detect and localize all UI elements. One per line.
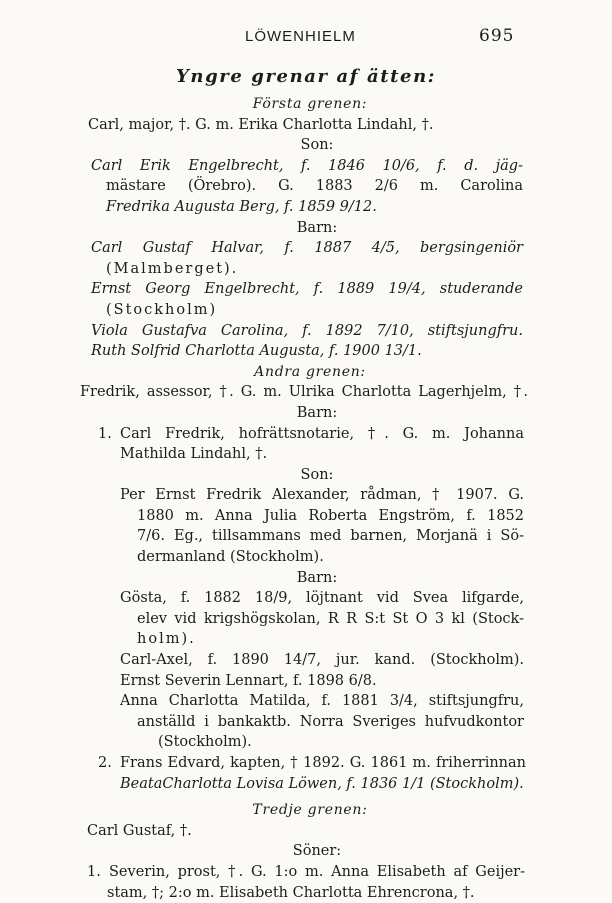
subheading: Barn: bbox=[296, 404, 338, 421]
text-line: elev vid krigshögskolan, R R S:t St O 3 kl (Stock- bbox=[137, 610, 524, 627]
text-line: Carl Gustaf, †. bbox=[87, 822, 192, 839]
text-line: Per Ernst Fredrik Alexander, rådman, † 1907. G. bbox=[120, 487, 524, 504]
text-line: Mathilda Lindahl, †. bbox=[120, 446, 268, 463]
text-line: Severin, prost, †. G. 1:o m. Anna Elisabeth af Geijer- bbox=[109, 863, 525, 880]
text-line: Ruth Solfrid Charlotta Augusta, f. 1900 13/1. bbox=[91, 343, 422, 360]
subheading: Son: bbox=[300, 466, 334, 483]
text-line: Fredrik, assessor, †. G. m. Ulrika Charlotta Lagerhjelm, †. bbox=[80, 384, 528, 401]
text-line: holm). bbox=[137, 631, 196, 648]
page-header bbox=[0, 26, 612, 48]
text-line: Carl, major, †. G. m. Erika Charlotta Lindahl, †. bbox=[88, 116, 434, 133]
subheading: Söner: bbox=[292, 843, 342, 860]
numbered-entry bbox=[98, 424, 524, 445]
subheading: Barn: bbox=[296, 569, 338, 586]
entry-number: 1. bbox=[87, 863, 101, 880]
genealogy-text bbox=[0, 94, 612, 903]
text-line: anställd i bankaktb. Norra Sveriges hufvudkontor bbox=[137, 713, 524, 730]
text-line: Ernst Severin Lennart, f. 1898 6/8. bbox=[120, 672, 377, 689]
text-line: BeataCharlotta Lovisa Löwen, f. 1836 1/1 (Stockholm). bbox=[120, 775, 524, 792]
text-line: 7/6. Eg., tillsammans med barnen, Morjanä i Sö- bbox=[137, 528, 524, 545]
text-line: Ernst Georg Engelbrecht, f. 1889 19/4, studerande bbox=[91, 281, 523, 298]
text-line: Viola Gustafva Carolina, f. 1892 7/10, stiftsjungfru. bbox=[91, 322, 523, 339]
numbered-entry bbox=[98, 753, 526, 774]
page-number: 695 bbox=[479, 26, 515, 46]
text-line: Carl Fredrik, hofrättsnotarie, †. G. m. Johanna bbox=[120, 425, 524, 442]
text-line: 1880 m. Anna Julia Roberta Engström, f. 1852 bbox=[137, 507, 524, 524]
running-head: LÖWENHIELM bbox=[245, 28, 356, 45]
text-line: stam, †; 2:o m. Elisabeth Charlotta Ehrencrona, †. bbox=[107, 884, 475, 901]
branch-heading: Första grenen: bbox=[252, 96, 368, 112]
text-line: Fredrika Augusta Berg, f. 1859 9/12. bbox=[106, 198, 377, 215]
text-line: Carl Erik Engelbrecht, f. 1846 10/6, f. d. jäg- bbox=[91, 157, 523, 174]
subheading: Son: bbox=[300, 137, 334, 154]
text-line: Frans Edvard, kapten, † 1892. G. 1861 m. friherrinnan bbox=[120, 755, 526, 771]
text-line: (Stockholm). bbox=[158, 734, 252, 751]
text-line: Carl-Axel, f. 1890 14/7, jur. kand. (Stockholm). bbox=[120, 652, 524, 669]
text-line: (Malmberget). bbox=[106, 260, 239, 277]
text-line: (Stockholm) bbox=[106, 301, 218, 318]
subheading: Barn: bbox=[296, 219, 338, 236]
text-line: Gösta, f. 1882 18/9, löjtnant vid Svea lifgarde, bbox=[120, 590, 524, 607]
text-line: mästare (Örebro). G. 1883 2/6 m. Carolina bbox=[106, 178, 523, 195]
text-line: dermanland (Stockholm). bbox=[137, 549, 324, 566]
branch-heading: Andra grenen: bbox=[254, 363, 366, 380]
text-line: Anna Charlotta Matilda, f. 1881 3/4, stiftsjungfru, bbox=[120, 693, 524, 710]
entry-number: 2. bbox=[98, 755, 112, 771]
numbered-entry bbox=[87, 862, 525, 883]
text-line: Carl Gustaf Halvar, f. 1887 4/5, bergsingeniör bbox=[91, 240, 523, 257]
section-title: Yngre grenar af ätten: bbox=[175, 66, 437, 87]
entry-number: 1. bbox=[98, 425, 112, 442]
branch-heading: Tredje grenen: bbox=[252, 802, 368, 819]
